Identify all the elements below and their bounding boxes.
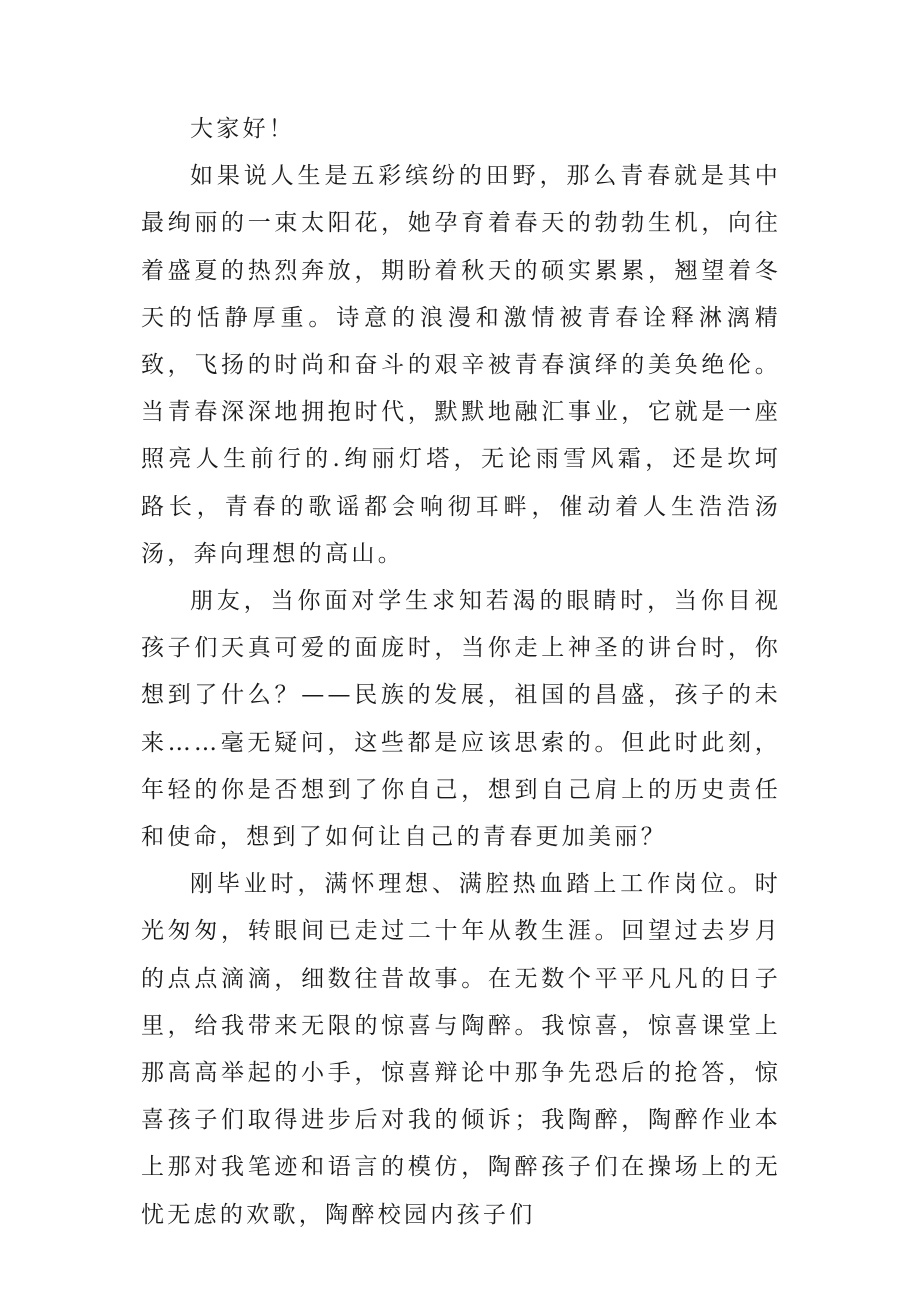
body-text: [141, 106, 781, 1239]
paragraph-2: 朋友，当你面对学生求知若渴的眼睛时，当你目视孩子们天真可爱的面庞时，当你走上神圣的讲台时，你想到了什么？——民族的发展，祖国的昌盛，孩子的未来……毫无疑问，这些都是应该思索的。但此时此刻，年轻的你是否想到了你自己，想到自己肩上的历史责任和使命，想到了如何让自己的青春更加美丽？: [141, 588, 781, 851]
paragraph-3: 刚毕业时，满怀理想、满腔热血踏上工作岗位。时光匆匆，转眼间已走过二十年从教生涯。回望过去岁月的点点滴滴，细数往昔故事。在无数个平平凡凡的日子里，给我带来无限的惊喜与陶醉。我惊喜，惊喜课堂上那高高举起的小手，惊喜辩论中那争先恐后的抢答，惊喜孩子们取得进步后对我的倾诉；我陶醉，陶醉作业本上那对我笔迹和语言的模仿，陶醉孩子们在操场上的无忧无虑的欢歌，陶醉校园内孩子们: [141, 871, 781, 1228]
paragraph-1: 如果说人生是五彩缤纷的田野，那么青春就是其中最绚丽的一束太阳花，她孕育着春天的勃勃生机，向往着盛夏的热烈奔放，期盼着秋天的硕实累累，翘望着冬天的恬静厚重。诗意的浪漫和激情被青春诠释淋漓精致，飞扬的时尚和奋斗的艰辛被青春演绎的美奂绝伦。当青春深深地拥抱时代，默默地融汇事业，它就是一座照亮人生前行的.绚丽灯塔，无论雨雪风霜，还是坎坷路长，青春的歌谣都会响彻耳畔，催动着人生浩浩汤汤，奔向理想的高山。: [141, 163, 781, 567]
greeting: 大家好！: [190, 116, 296, 142]
